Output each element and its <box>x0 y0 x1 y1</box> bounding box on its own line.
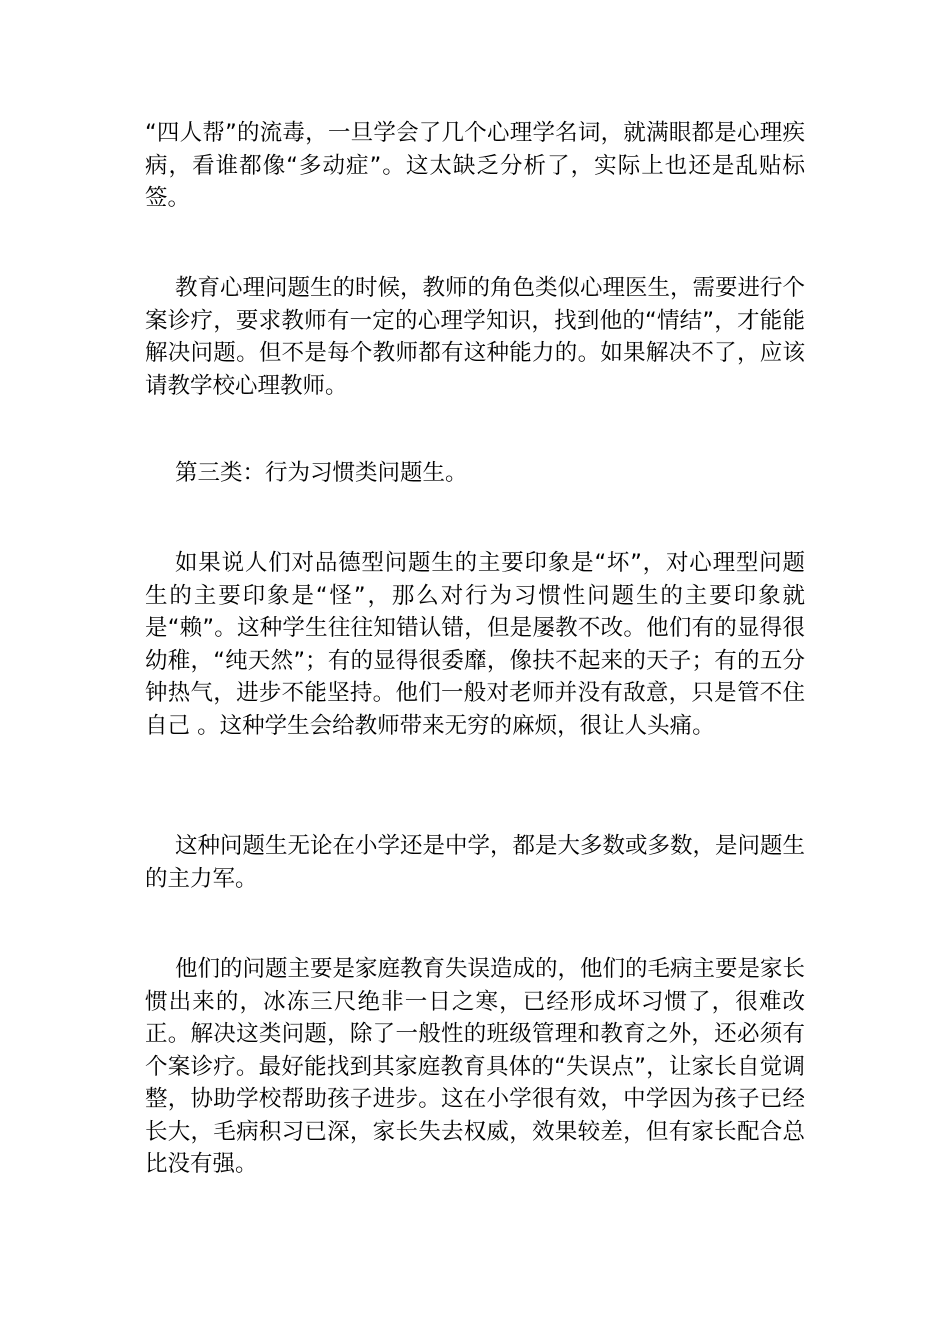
paragraph-teacher-role: 教育心理问题生的时候，教师的角色类似心理医生，需要进行个案诊疗，要求教师有一定的心理学知识，找到他的“情结”，才能能解决问题。但不是每个教师都有这种能力的。如果解决不了，应该请教学校心理教师。 <box>145 275 806 399</box>
paragraph-family-education: 他们的问题主要是家庭教育失误造成的，他们的毛病主要是家长惯出来的，冰冻三尺绝非一日之寒，已经形成坏习惯了，很难改正。解决这类问题，除了一般性的班级管理和教育之外，还必须有个案诊疗。最好能找到其家庭教育具体的“失误点”，让家长自觉调整，协助学校帮助孩子进步。这在小学很有效，中学因为孩子已经长大，毛病积习已深，家长失去权威，效果较差，但有家长配合总比没有强。 <box>145 956 806 1177</box>
paragraph-continuation: “四人帮”的流毒，一旦学会了几个心理学名词，就满眼都是心理疾病，看谁都像“多动症”。这太缺乏分析了，实际上也还是乱贴标签。 <box>145 120 805 211</box>
section-heading-third-type: 第三类：行为习惯类问题生。 <box>175 460 468 486</box>
paragraph-behavior-habits: 如果说人们对品德型问题生的主要印象是“坏”，对心理型问题生的主要印象是“怪”，那么对行为习惯性问题生的主要印象就是“赖”。这种学生往往知错认错，但是屡教不改。他们有的显得很幼稚，“纯天然”；有的显得很委靡，像扶不起来的天子；有的五分钟热气，进步不能坚持。他们一般对老师并没有敌意，只是管不住自己 。这种学生会给教师带来无穷的麻烦，很让人头痛。 <box>145 550 805 739</box>
paragraph-majority: 这种问题生无论在小学还是中学，都是大多数或多数，是问题生的主力军。 <box>145 833 806 892</box>
